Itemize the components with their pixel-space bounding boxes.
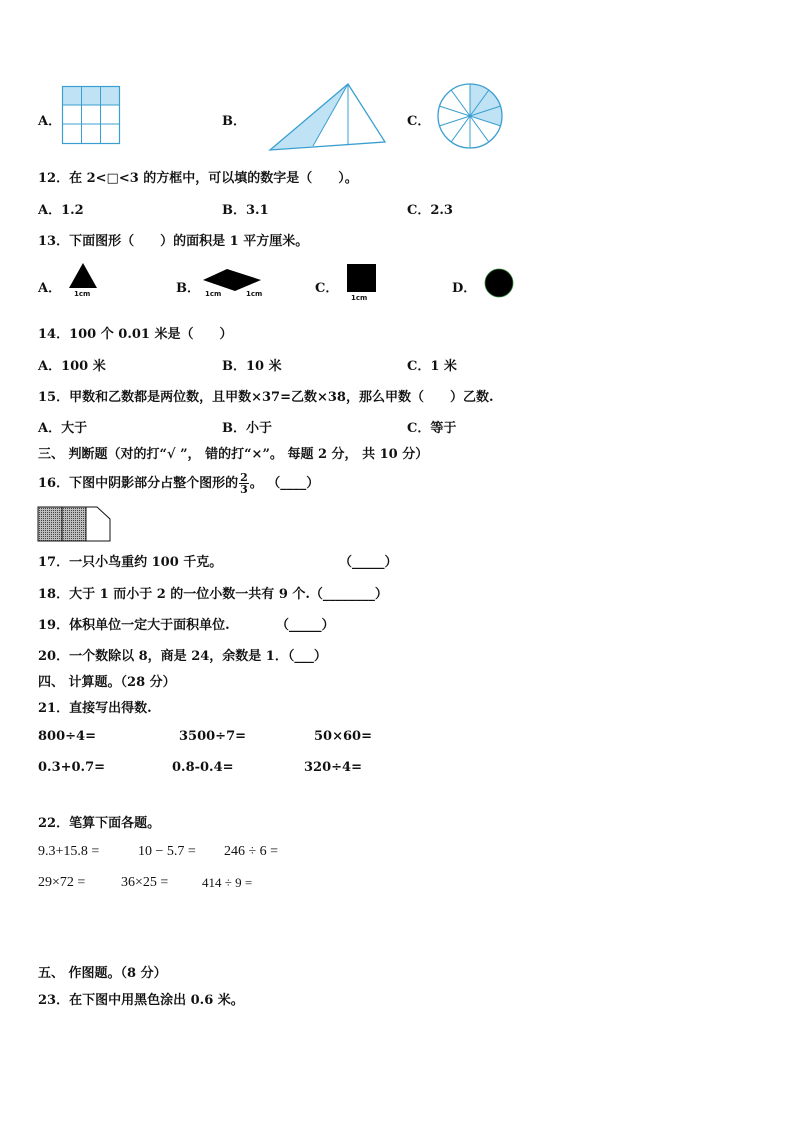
q13-c-unit-label: 1cm [351, 294, 368, 302]
q19-answer-blank[interactable]: （_____） [276, 618, 335, 633]
q13-circle-shape [484, 268, 514, 298]
q12-question [38, 167, 358, 186]
section-4-title: 四、 计算题。（28 分） [38, 675, 176, 690]
q12-option-b [222, 199, 269, 218]
q22-item-2: 10 − 5.7 = [138, 844, 196, 859]
q21-item-6: 320÷4= [304, 760, 362, 775]
q18-text: 大于 1 而小于 2 的一位小数一共有 9 个.（________） [69, 587, 388, 602]
q14-option-a-label: A． [38, 359, 62, 374]
q14-option-a [38, 355, 106, 374]
q13-square-shape [347, 264, 377, 293]
q19-question [38, 614, 230, 633]
q15-option-c-value: 等于 [430, 421, 457, 436]
q12-number: 12． [38, 171, 70, 186]
q13-triangle-shape [68, 262, 98, 290]
q23-text: 在下图中用黑色涂出 0.6 米。 [69, 993, 244, 1008]
q15-option-b [222, 417, 272, 436]
q16-shaded-figure [37, 506, 113, 542]
q11-option-a-label: A． [38, 114, 62, 129]
q22-item-6: 414 ÷ 9 = [202, 875, 253, 890]
q22-item-5: 36×25 = [121, 875, 169, 890]
q13-text: 下面图形（ ）的面积是 1 平方厘米。 [69, 234, 309, 249]
q15-option-a-value: 大于 [61, 421, 88, 436]
q11-option-b-label: B． [222, 114, 246, 129]
q14-option-c-value: 1 米 [430, 359, 457, 374]
q13-option-b-label: B． [176, 281, 200, 296]
q18-question [38, 583, 388, 602]
q13-option-c-label: C． [315, 281, 339, 296]
q21-number: 21． [38, 701, 70, 716]
q15-option-c [407, 417, 456, 436]
q13-number: 13． [38, 234, 70, 249]
q16-question [38, 472, 319, 495]
q17-number: 17． [38, 555, 70, 570]
q22-question [38, 812, 160, 831]
q20-question [38, 645, 327, 664]
q14-option-c-label: C． [407, 359, 431, 374]
q16-fraction-denominator: 3 [240, 483, 248, 496]
q21-item-1: 800÷4= [38, 729, 96, 744]
q12-option-c-label: C． [407, 203, 431, 218]
q13-question [38, 230, 308, 249]
q14-option-b-label: B． [222, 359, 246, 374]
q14-option-b-value: 10 米 [246, 359, 282, 374]
q11-option-c-label: C． [407, 114, 431, 129]
q22-item-3: 246 ÷ 6 = [224, 844, 279, 859]
q20-text: 一个数除以 8，商是 24，余数是 1．（___） [69, 649, 327, 664]
q14-text: 100 个 0.01 米是（ ） [69, 327, 233, 342]
q20-number: 20． [38, 649, 70, 664]
q21-item-3: 50×60= [314, 729, 372, 744]
q12-option-c [407, 199, 453, 218]
q13-b-unit-label-1: 1cm [205, 290, 222, 298]
q11-triangle-figure [268, 82, 388, 152]
q21-text: 直接写出得数. [69, 701, 152, 716]
q12-option-a [38, 199, 84, 218]
q16-number: 16． [38, 476, 70, 491]
q16-fraction-numerator: 2 [240, 471, 248, 484]
q21-question [38, 697, 152, 716]
q17-text: 一只小鸟重约 100 千克。 [69, 555, 223, 570]
q11-circle-figure [436, 82, 504, 150]
q15-option-b-label: B． [222, 421, 246, 436]
q21-item-5: 0.8-0.4= [172, 760, 234, 775]
q12-option-b-label: B． [222, 203, 246, 218]
q15-question [38, 386, 493, 405]
q14-option-c [407, 355, 457, 374]
q13-a-unit-label: 1cm [74, 290, 91, 298]
q15-option-c-label: C． [407, 421, 431, 436]
q12-option-a-value: 1.2 [61, 203, 84, 218]
q12-option-b-value: 3.1 [246, 203, 269, 218]
q22-text: 笔算下面各题。 [69, 816, 161, 831]
q15-option-a-label: A． [38, 421, 62, 436]
q13-option-a-label: A． [38, 281, 62, 296]
q22-item-1: 9.3+15.8 = [38, 844, 100, 859]
q11-grid-figure [62, 86, 120, 144]
q22-item-4: 29×72 = [38, 875, 86, 890]
q21-item-2: 3500÷7= [179, 729, 247, 744]
q23-number: 23． [38, 993, 70, 1008]
q12-option-c-value: 2.3 [430, 203, 453, 218]
q16-fraction [239, 472, 249, 495]
q13-option-d-label: D． [452, 281, 477, 296]
q18-number: 18． [38, 587, 70, 602]
q16-text-after: 。 （____） [249, 476, 320, 491]
q15-number: 15． [38, 390, 70, 405]
q19-number: 19． [38, 618, 70, 633]
q12-text: 在 2<□<3 的方框中，可以填的数字是（ ）。 [69, 171, 358, 186]
q13-b-unit-label-2: 1cm [246, 290, 263, 298]
q14-question [38, 323, 232, 342]
q14-option-b [222, 355, 282, 374]
q16-text-before: 下图中阴影部分占整个图形的 [69, 476, 239, 491]
section-5-title: 五、 作图题。（8 分） [38, 966, 167, 981]
q13-rhombus-shape [201, 268, 263, 292]
q15-option-a [38, 417, 87, 436]
q22-number: 22． [38, 816, 70, 831]
q23-question [38, 989, 244, 1008]
q14-option-a-value: 100 米 [61, 359, 106, 374]
q19-text: 体积单位一定大于面积单位. [69, 618, 230, 633]
q14-number: 14． [38, 327, 70, 342]
section-3-title: 三、 判断题（对的打“√ ”， 错的打“×”。 每题 2 分， 共 10 分） [38, 447, 429, 462]
q17-answer-blank[interactable]: （_____） [339, 555, 398, 570]
q15-text: 甲数和乙数都是两位数，且甲数×37=乙数×38，那么甲数（ ）乙数. [69, 390, 494, 405]
q17-question [38, 551, 222, 570]
q21-item-4: 0.3+0.7= [38, 760, 106, 775]
q12-option-a-label: A． [38, 203, 62, 218]
q15-option-b-value: 小于 [246, 421, 273, 436]
